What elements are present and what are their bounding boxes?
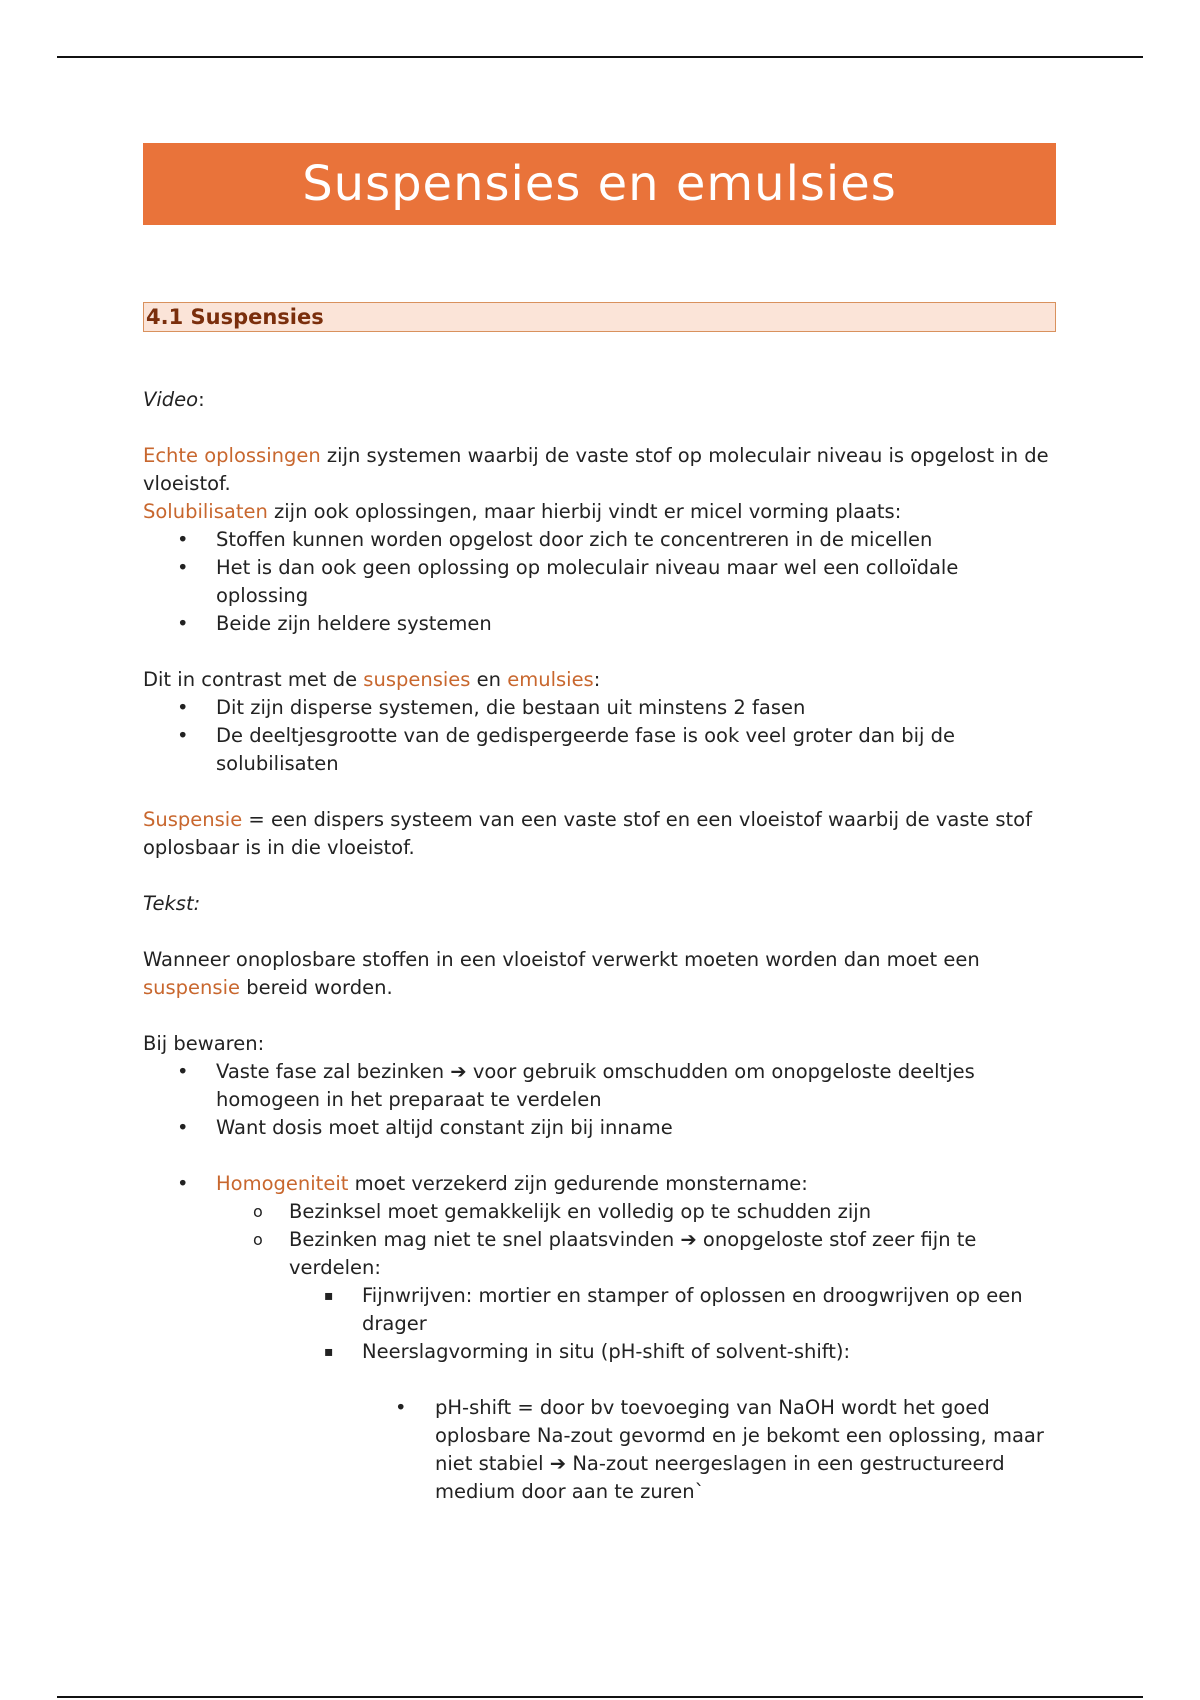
solubilisaten-list <box>143 526 1056 638</box>
ph-shift-sublist <box>143 1394 1056 1506</box>
disperse-list <box>143 694 1056 778</box>
list-item: o Bezinken mag niet te snel plaatsvinden ➔ onopgeloste stof zeer fijn te verdelen: <box>143 1226 1056 1282</box>
list-item: ▪ Neerslagvorming in situ (pH-shift of solvent-shift): <box>143 1338 1056 1366</box>
video-label: Video: <box>143 388 205 411</box>
list-item: ▪ Fijnwrijven: mortier en stamper of oplossen en droogwrijven op een drager <box>143 1282 1056 1338</box>
section-heading: 4.1 Suspensies <box>143 302 1056 332</box>
paragraph-echte-oplossingen: Echte oplossingen zijn systemen waarbij de vaste stof op moleculair niveau is opgelost in de vloeistof. <box>143 444 1049 495</box>
bottom-rule <box>57 1696 1143 1698</box>
list-item: • Want dosis moet altijd constant zijn bij inname <box>143 1114 1056 1142</box>
list-item: • Dit zijn disperse systemen, die bestaan uit minstens 2 fasen <box>143 694 1056 722</box>
paragraph-bij-bewaren: Bij bewaren: <box>143 1032 265 1055</box>
document-body <box>143 386 1056 1506</box>
page-title: Suspensies en emulsies <box>302 156 897 212</box>
list-item: • Het is dan ook geen oplossing op moleculair niveau maar wel een colloïdale oplossing <box>143 554 1056 610</box>
list-item: • De deeltjesgrootte van de gedispergeerde fase is ook veel groter dan bij de solubilisaten <box>143 722 1056 778</box>
paragraph-onoplosbare-stoffen: Wanneer onoplosbare stoffen in een vloeistof verwerkt moeten worden dan moet een suspensie bereid worden. <box>143 948 980 999</box>
document-page <box>143 143 1056 1506</box>
text-label: Tekst: <box>143 892 201 915</box>
list-item: • pH-shift = door bv toevoeging van NaOH wordt het goed oplosbare Na-zout gevormd en je bekomt een oplossing, maar niet stabiel ➔ Na-zout neergeslagen in een gestructureerd medium door aan te zuren` <box>143 1394 1056 1506</box>
verdelen-sublist <box>143 1282 1056 1366</box>
paragraph-contrast: Dit in contrast met de suspensies en emulsies: <box>143 668 601 691</box>
top-rule <box>57 56 1143 58</box>
list-item: o Bezinksel moet gemakkelijk en volledig op te schudden zijn <box>143 1198 1056 1226</box>
list-item: • Stoffen kunnen worden opgelost door zich te concentreren in de micellen <box>143 526 1056 554</box>
list-item: • Homogeniteit moet verzekerd zijn gedurende monstername: <box>143 1170 1056 1198</box>
paragraph-suspensie-definition: Suspensie = een dispers systeem van een vaste stof en een vloeistof waarbij de vaste stof oplosbaar is in die vloeistof. <box>143 808 1032 859</box>
bewaren-list <box>143 1058 1056 1142</box>
title-banner <box>143 143 1056 225</box>
homogeniteit-list <box>143 1170 1056 1198</box>
paragraph-solubilisaten: Solubilisaten zijn ook oplossingen, maar hierbij vindt er micel vorming plaats: <box>143 500 902 523</box>
list-item: • Beide zijn heldere systemen <box>143 610 1056 638</box>
homogeniteit-sublist <box>143 1198 1056 1282</box>
list-item: • Vaste fase zal bezinken ➔ voor gebruik omschudden om onopgeloste deeltjes homogeen in het preparaat te verdelen <box>143 1058 1056 1114</box>
